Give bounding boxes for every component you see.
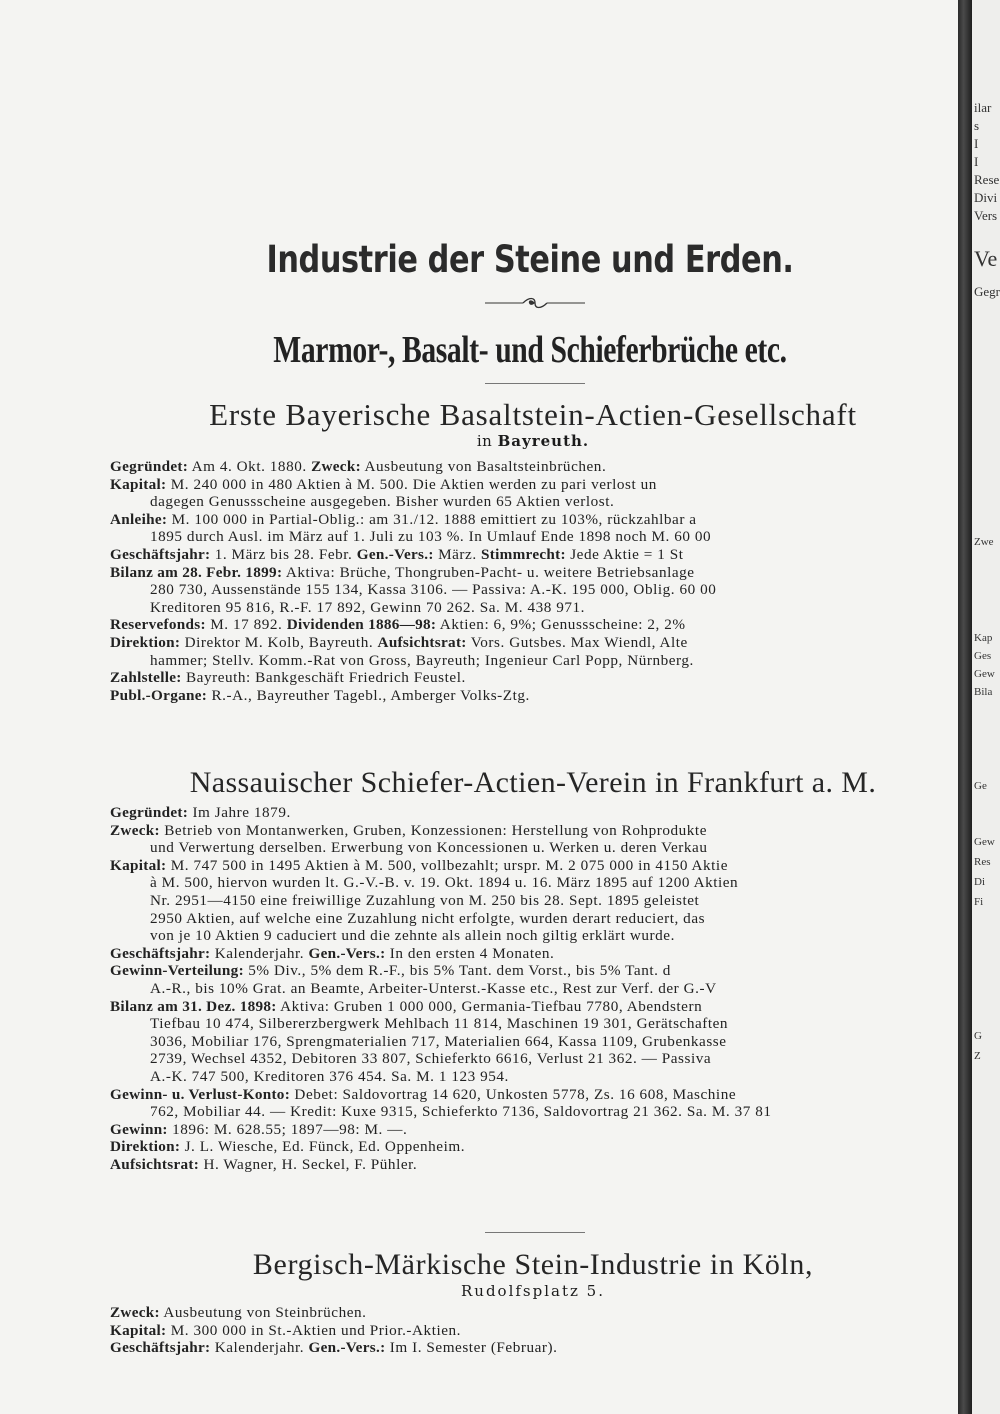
- divider: [485, 1232, 585, 1233]
- company-details: [110, 1304, 956, 1357]
- field-label: Geschäftsjahr:: [110, 1339, 211, 1357]
- company-entry: [110, 766, 956, 1173]
- field-text: dagegen Genussscheine ausgegeben. Bisher wurden 65 Aktien verlost.: [150, 493, 615, 511]
- field-text: Aktiva: Brüche, Thongruben-Pacht- u. weitere Betriebsanlage: [282, 563, 695, 581]
- field-label: Publ.-Organe:: [110, 686, 208, 704]
- field-text: à M. 500, hiervon wurden lt. G.-V.-B. v. 19. Okt. 1894 u. 16. März 1895 auf 1200 Aktien: [150, 874, 739, 892]
- field-text: Im I. Semester (Februar).: [385, 1339, 558, 1357]
- page-title: Industrie der Steine und Erden.: [266, 238, 794, 281]
- field-text: Kalenderjahr.: [210, 944, 309, 962]
- page-fragment: G: [974, 1030, 982, 1042]
- field-text: Ausbeutung von Basaltsteinbrüchen.: [360, 458, 607, 475]
- location-city: Bayreuth.: [497, 432, 590, 450]
- field-text: M. 100 000 in Partial-Oblig.: am 31./12. 1888 emittiert zu 103%, rückzahlbar a: [167, 510, 697, 528]
- field-label: Gegründet:: [110, 458, 189, 475]
- title-ornament: [485, 296, 585, 310]
- company-name: Erste Bayerische Basaltstein-Actien-Gesellschaft: [209, 397, 857, 432]
- field-label: Gen.-Vers.:: [308, 1339, 386, 1357]
- field-text: 1. März bis 28. Febr.: [210, 545, 357, 563]
- company-location: Rudolfsplatz 5.: [461, 1282, 605, 1300]
- field-text: Direktor M. Kolb, Bayreuth.: [180, 633, 378, 651]
- field-text: 2739, Wechsel 4352, Debitoren 33 807, Schieferkto 6616, Verlust 21 362. — Passiva: [150, 1050, 712, 1068]
- page-fragment: Gew: [974, 668, 995, 680]
- field-text: 2950 Aktien, auf welche eine Zuzahlung nicht erfolgte, wurden derart reduciert, das: [150, 909, 706, 927]
- page-fragment: Ge: [974, 780, 987, 792]
- field-text: M. 240 000 in 480 Aktien à M. 500. Die Aktien werden zu pari verlost un: [166, 475, 657, 493]
- field-text: Am 4. Okt. 1880.: [188, 458, 312, 475]
- field-label: Kapital:: [110, 856, 167, 874]
- company-details: [110, 458, 956, 704]
- field-label: Bilanz am 31. Dez. 1898:: [110, 997, 277, 1015]
- field-text: M. 17 892.: [205, 616, 287, 634]
- field-text: H. Wagner, H. Seckel, F. Pühler.: [199, 1155, 418, 1173]
- field-text: Tiefbau 10 474, Silbererzbergwerk Mehlbach 11 814, Maschinen 19 301, Gerätschaften: [150, 1015, 729, 1033]
- page-fragment: Gegr: [974, 284, 1000, 299]
- divider: [485, 383, 585, 384]
- adjacent-page-edge: [972, 0, 1000, 1414]
- field-label: Zweck:: [110, 1304, 160, 1321]
- field-label: Gewinn- u. Verlust-Konto:: [110, 1085, 291, 1103]
- field-text: A.-R., bis 10% Grat. an Beamte, Arbeiter-Unterst.-Kasse etc., Rest zur Verf. der G.-V: [150, 979, 717, 997]
- field-text: Im Jahre 1879.: [188, 804, 291, 821]
- page-fragment: Ve: [974, 246, 998, 271]
- section-title: Marmor-, Basalt- und Schieferbrüche etc.: [273, 329, 787, 371]
- field-text: Vors. Gutsbes. Max Wiendl, Alte: [466, 633, 688, 651]
- field-label: Dividenden 1886—98:: [286, 616, 437, 634]
- page-fragment: Gew: [974, 836, 995, 848]
- field-text: Bayreuth: Bankgeschäft Friedrich Feustel.: [181, 669, 466, 687]
- field-text: In den ersten 4 Monaten.: [385, 944, 555, 962]
- field-text: 1896: M. 628.55; 1897—98: M. —.: [167, 1120, 408, 1138]
- field-label: Stimmrecht:: [481, 545, 566, 563]
- page-fragment: I: [974, 154, 979, 169]
- field-text: 280 730, Aussenstände 155 134, Kassa 3106. — Passiva: A.-K. 195 000, Oblig. 60 00: [150, 581, 717, 599]
- field-text: Aktien: 6, 9%; Genussscheine: 2, 2%: [436, 616, 686, 634]
- page-fragment: Zwe: [974, 536, 994, 548]
- page-fragment: Kap: [974, 632, 993, 644]
- field-text: Nr. 2951—4150 eine freiwillige Zuzahlung von M. 250 bis 28. Sept. 1895 geleistet: [150, 891, 700, 909]
- field-text: R.-A., Bayreuther Tagebl., Amberger Volks-Ztg.: [207, 686, 530, 704]
- field-label: Geschäftsjahr:: [110, 944, 211, 962]
- company-entry: [110, 1248, 956, 1357]
- page-fragment: Fi: [974, 896, 984, 908]
- field-text: Betrieb von Montanwerken, Gruben, Konzessionen: Herstellung von Rohprodukte: [159, 821, 707, 839]
- field-text: hammer; Stellv. Komm.-Rat von Gross, Bayreuth; Ingenieur Carl Popp, Nürnberg.: [150, 651, 694, 669]
- page-fragment: Z: [974, 1050, 981, 1062]
- field-label: Gen.-Vers.:: [308, 944, 386, 962]
- page-fragment: Rese: [974, 172, 1000, 187]
- page-fragment: I: [974, 136, 979, 151]
- field-label: Anleihe:: [110, 510, 168, 528]
- field-text: M. 300 000 in St.-Aktien und Prior.-Aktien.: [166, 1321, 462, 1339]
- page-fragment: ilar: [974, 100, 992, 115]
- field-text: Kalenderjahr.: [210, 1339, 309, 1357]
- field-text: M. 747 500 in 1495 Aktien à M. 500, vollbezahlt; urspr. M. 2 075 000 in 4150 Aktie: [166, 856, 728, 874]
- page-fragment: Divi: [974, 190, 998, 205]
- field-label: Gewinn:: [110, 1120, 168, 1138]
- company-entry: [110, 398, 956, 704]
- page-fragment: Res: [974, 856, 991, 868]
- field-label: Zahlstelle:: [110, 669, 182, 687]
- page-fragment: Ges: [974, 650, 992, 662]
- field-text: J. L. Wiesche, Ed. Fünck, Ed. Oppenheim.: [180, 1138, 466, 1156]
- field-label: Direktion:: [110, 633, 181, 651]
- company-details: [110, 804, 956, 1173]
- field-label: Reservefonds:: [110, 616, 206, 634]
- field-label: Gewinn-Verteilung:: [110, 962, 244, 980]
- field-text: und Verwertung derselben. Erwerbung von Koncessionen u. Werken u. deren Verkau: [150, 839, 708, 857]
- field-label: Zweck:: [110, 821, 160, 839]
- field-text: Aktiva: Gruben 1 000 000, Germania-Tiefbau 7780, Abendstern: [276, 997, 703, 1015]
- company-name: Nassauischer Schiefer-Actien-Verein in Frankfurt a. M.: [189, 766, 877, 799]
- field-text: März.: [433, 545, 482, 563]
- page-fragment: s: [974, 118, 980, 133]
- book-gutter: [958, 0, 972, 1414]
- page-fragment: Bila: [974, 686, 993, 698]
- field-label: Aufsichtsrat:: [110, 1155, 200, 1173]
- field-label: Direktion:: [110, 1138, 181, 1156]
- field-label: Zweck:: [311, 458, 361, 475]
- field-label: Kapital:: [110, 475, 167, 493]
- field-text: A.-K. 747 500, Kreditoren 376 454. Sa. M. 1 123 954.: [150, 1067, 509, 1085]
- field-text: Jede Aktie = 1 St: [565, 545, 684, 563]
- field-label: Aufsichtsrat:: [377, 633, 467, 651]
- field-text: von je 10 Aktien 9 caduciert und die zehnte als allein noch giltig erklärt wurde.: [150, 927, 675, 945]
- location-prefix: in: [476, 432, 493, 450]
- field-text: 3036, Mobiliar 176, Sprengmaterialien 717, Materialien 664, Kassa 1109, Grubenkasse: [150, 1032, 727, 1050]
- page-fragment: Vers: [974, 208, 998, 223]
- field-text: 1895 durch Ausl. im März auf 1. Juli zu 103 %. In Umlauf Ende 1898 noch M. 60 00: [150, 528, 712, 546]
- field-label: Gegründet:: [110, 804, 189, 821]
- company-name: Bergisch-Märkische Stein-Industrie in Köln,: [252, 1248, 814, 1281]
- field-text: 5% Div., 5% dem R.-F., bis 5% Tant. dem Vorst., bis 5% Tant. d: [243, 962, 671, 980]
- field-text: 762, Mobiliar 44. — Kredit: Kuxe 9315, Schieferkto 7136, Saldovortrag 21 362. Sa. M. 37 81: [150, 1103, 772, 1121]
- field-label: Kapital:: [110, 1321, 167, 1339]
- field-text: Ausbeutung von Steinbrüchen.: [159, 1304, 367, 1321]
- field-label: Bilanz am 28. Febr. 1899:: [110, 563, 283, 581]
- field-label: Gen.-Vers.:: [356, 545, 434, 563]
- field-label: Geschäftsjahr:: [110, 545, 211, 563]
- company-location: [110, 432, 956, 450]
- page-fragment: Di: [974, 876, 985, 888]
- field-text: Kreditoren 95 816, R.-F. 17 892, Gewinn 70 262. Sa. M. 438 971.: [150, 598, 586, 616]
- field-text: Debet: Saldovortrag 14 620, Unkosten 5778, Zs. 16 608, Maschine: [290, 1085, 737, 1103]
